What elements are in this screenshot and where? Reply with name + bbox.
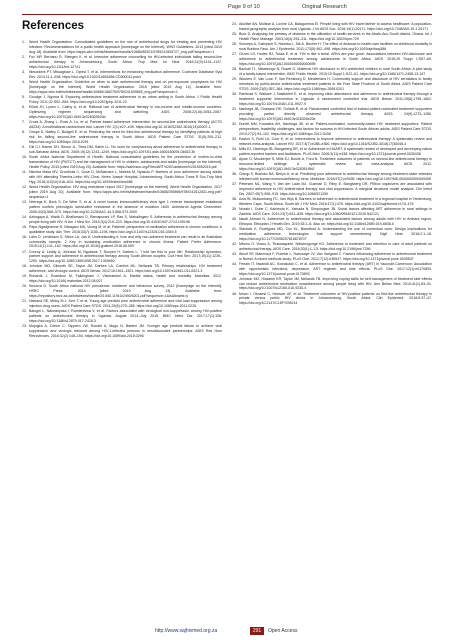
reference-number: 1. [22, 40, 25, 44]
reference-number: 46. [232, 291, 237, 296]
journal-url-link[interactable]: http://www.sajhivmed.org.za [155, 628, 218, 634]
reference-text: Heeregs K, Bock S, De Weer S, et al. A novel human immunodeficiency virus type 1 reverse transcriptase mutational pattern confers phenotypic lamivudine resistance in the absence of mutation 184V. Antimicrob Agents Chemother. 2000;44(3):568–573. https://doi.org/10.1128/AAC.44.3.568-573.2000 [29, 199, 222, 214]
reference-item [232, 122, 432, 137]
page-footer [0, 628, 453, 638]
reference-text: Fox MP, Berhanu R, Steegen K, et al. Intensive adherence counselling for HIV-infected individuals failing second-line antiretroviral therapy in Johannesburg, South Africa. Trop Med Int Heal. 2016;21(9):1131–1137. https://doi.org/10.1111/tmi.12741 [29, 54, 222, 69]
reference-number: 24. [232, 22, 237, 26]
reference-text: Conroy A, Leddy A, Johnson M, Ngubane T, Rooyen H, Darbes L. 'I told her this is your life': Relationship dynamics, partner support and adherence to antiretroviral therapy among South African couples. Cult Heal Sex. 2017;19(11):1239–1253. https://doi.org/10.1080/13691058.2017.1309460 [29, 249, 222, 264]
reference-item [22, 250, 222, 265]
reference-number: 45. [232, 276, 237, 281]
page-header [0, 4, 453, 14]
page-number-label: Page 9 of 10 [228, 4, 260, 10]
reference-number: 32. [232, 121, 237, 126]
header-divider [22, 14, 432, 15]
reference-item [22, 264, 222, 274]
reference-text: Onoya D, Nattey C, Budgell E, et al. Predicting the need for third-line antiretroviral therapy by identifying patients at high risk for failing second-line antiretroviral therapy in South Africa. AIDS Patient Care STDS. 31(5):205–212. https://doi.org/10.1089/apc.2016.0291 [29, 129, 222, 144]
reference-number: 36. [232, 171, 237, 176]
reference-item [232, 77, 432, 92]
reference-item [22, 80, 222, 95]
reference-number: 21. [22, 299, 27, 304]
reference-number: 42. [232, 241, 237, 246]
reference-number: 39. [232, 206, 237, 211]
reference-item [22, 155, 222, 170]
reference-item [22, 55, 222, 70]
reference-text: Gill CJ, Hamer DH, Simon JL, Thea DM, Sabin LL. No room for complacency about adherence to antiretroviral therapy in sub-Saharan Africa. AIDS. 2005;19(12):1243–1249. https://doi.org/10.1097/01.aids.0000180094.04652.3b [29, 144, 222, 154]
reference-text: Bachall TL, Mbawungo N, Ruwel O. Maternal HIV disclosure to HIV-uninfected children in rural South Africa: A pilot study of a family-based intervention. BMC Public Health. 2015;15 Suppl 1:S22–61. https://doi.org/10.1186/1471-2458-13-147 [239, 66, 432, 76]
reference-text: Dunell MM, Kruwatra AH, Nachega JB, et al. Patient-nominated, community-based HIV treatment supporters: Patient perspectives, feasibility, challenges, and factors for success in HIV-infected South African adults. AIDS Patient Care STDS. 2013;27(2):94–102. https://doi.org/10.1089/apc.2012.0438 [239, 121, 432, 136]
reference-item [22, 70, 222, 80]
reference-item [22, 105, 222, 120]
reference-item [22, 130, 222, 145]
reference-item [232, 137, 432, 147]
reference-number: 30. [232, 91, 237, 96]
footer-page-number: 291 [250, 627, 264, 635]
reference-item [22, 225, 222, 235]
references-left-column [22, 40, 222, 339]
reference-number: 10. [22, 154, 27, 159]
reference-item [232, 197, 432, 207]
reference-number: 20. [22, 284, 27, 289]
reference-text: Nieuwkerk PT, Mbuagbaw L, Oprea T, et al. Interventions for enhancing medication adherence. Cochrane Database Syst Rev. 2014;11:1–538. https://doi.org/10.1002/14651858.CD000011.pub4 [29, 69, 222, 79]
reference-text: Easton S, Ruhi LA, Cour K, et al. Interventions to improve adherence to antiretroviral therapy: A systematic review and network meta-analysis. Lancet HIV. 2017;4(7):e288–e300. https://doi.org/10.1016/S2352-3018(17)30048-4 [239, 136, 432, 146]
reference-text: Goudge J, Ngoma B. Exploring antiretroviral treatment adherence in an urban setting in South Africa. J Public Health Policy. 2011;32:S52–S64. https://doi.org/10.1057/jphp.2011.22 [29, 94, 222, 104]
reference-item [22, 145, 222, 155]
reference-item [232, 147, 432, 157]
reference-text: Nsimba Masa MV, Groothuis C, Guse D, McNamara L, Maleka M, Nyasulu P. Barriers of poor adherence among adults with HIV attending Themba Lethu HIV Clinic, Helen Joseph Hospital, Johannesburg, South Africa. Trans R Soc Trop Med Hyg. 2016;110(10):616–624. https://doi.org/10.1093/trstmh/trw066 [29, 169, 222, 184]
reference-text: Nacdi Ahmari N. Adherence to antiretroviral therapy and associated factors among adults with HIV in Amhara region, Ethiopia. Ethiopian J Health Dev. 2019;33:1–6. Also on: https://doi.org/10.1186/s12889-019-6838-0 [239, 216, 432, 226]
reference-text: Johnson MO, Hiraarne ER, Taylor JM, Neilands TB. Improving coping skills for self-management of treatment side effects can reduce antiretroviral medication nonadherence among people living with HIV. Ann Behav Med. 2010;41(1):83–91. https://doi.org/10.1007/s12160-010-9230-4 [239, 276, 432, 291]
reference-text: Chirqp S, Bukinko NA, Beriyo A, et al. Predicting poor adherence to antiretroviral therapy among treatment-naive veterans infected with human immunodeficiency virus. Medicine. 2018;97(2):e9495. https://doi.org/10.1097/MD.0000000000009495 [239, 171, 432, 181]
reference-number: 7. [22, 119, 25, 124]
reference-item [22, 215, 222, 225]
reference-item [22, 170, 222, 185]
reference-item [232, 107, 432, 122]
reference-item [22, 309, 222, 324]
reference-item [232, 172, 432, 182]
reference-text: Elliott JH, Lynen L, Calmy A, et al. Rational use of antiretroviral therapy in low-income and middle-income countries: Optimizing regimen sequencing and switching. AIDS. 2008;22(16):2053–2067. https://doi.org/10.1097/QAD.0b013e328309520d [29, 104, 222, 119]
reference-number: 29. [232, 76, 237, 81]
reference-item [232, 32, 432, 42]
reference-text: Ramtosa S, Wallace J, Naidukhel E, et al. Improving clinic attendance and adherence to antiretroviral therapy through a treatment supporter intervention in Uganda: A randomized controlled trial. AIDS Behav. 2011;15(8):1795–1802. https://doi.org/10.1007/s10461-011-9927-9 [239, 91, 432, 106]
reference-item [232, 207, 432, 217]
reference-item [232, 52, 432, 67]
reference-item [22, 284, 222, 299]
reference-text: Nachega JB, Chaisson RE, Goliath R, et al. Randomized controlled trial of trained patient-nominated treatment supporters providing partial directly observed antiretroviral therapy. AIDS. 24(9):1273–1280. https://doi.org/10.1097/QAD.0b013e328339e20e [239, 106, 432, 121]
reference-item [232, 42, 432, 52]
reference-number: 2. [22, 54, 25, 59]
reference-item [22, 299, 222, 309]
reference-text: Stanistic K, Rodriguez MD, Cox KL, Blandford A. Understanding the use of contextual cues: Design implications for medication adherence technologies that support remembering. Digit Heal. 2016;2:1–18. https://doi.org/10.1177/2055207616678707 [239, 226, 432, 241]
reference-text: Ajose O, Mookerjee S, Mills EJ, Boulle A, Ford N. Treatment outcomes of patients on second-line antiretroviral therapy in resource-limited settings: A systematic review and meta-analysis. AIDS. 2012. https://doi.org/10.1097/QAD.0b013e328351f5b2 [239, 156, 432, 171]
reference-number: 27. [232, 52, 237, 56]
reference-text: South Africa National Department of Health. National consolidated guidelines for the prevention of mother-to-child transmission of HIV (PMTCT) and the management of HIV in children, adolescents and adults [homepage on the Internet]. Health Policy. 2015 [cited 2019 Aug 20]. Available from: https://sahivsoc.org/Files/ART%20Guidelines%2015052015.pdf [29, 154, 222, 169]
reference-text: Schoeps A, Gabrysch S, Niamba L, Sié A, Becher H. The effect of distance to health-care facilities on childhood mortality in rural Burkina Faso. Am J Epidemiol. 2011;173(5):492–498. https://doi.org/10.1093/aje/kwq386 [239, 42, 432, 51]
reference-number: 33. [232, 136, 237, 141]
reference-number: 19. [22, 274, 27, 279]
reference-text: Feeain IT, Nwanidi AC, Kowalczuk C, et al. Adherence to antiretroviral therapy (ART) in Yaoundé-Cameroon: Association with opportunistic infections, depression, ART regimen and side effects. PLoS One. 2017;12(1):e0170893. https://doi.org/10.1371/journal.pone.0170893 [239, 261, 432, 276]
reference-number: 15. [22, 224, 27, 229]
reference-text: Woolf SF, Mahmoud F, Pucefar L, Haruwaye JV, Van Varlgand C. Factors influencing adherence to antiretroviral treatment in Nnewi: A mixed methods study. PLoS One. 2012;7(12):e35547. https://doi.org/10.1371/journal.pone.0035547 [239, 251, 432, 261]
reference-text: Buor D. Analysing the primacy of distance in the utilization of health services in the Ahafo-Ano South district, Ghana. Int J Health Plann Manage. 2003;18(4):293–311. https://doi.org/10.1002/hpm.729 [239, 32, 432, 41]
reference-text: Akullise AN, Mulisse A, Lovine CA, Balagumma EI. People living with HIV travel farther to access healthcare: A population-based geographic analysis from rural Uganda. J Int AIDS Soc. 2016;19(1):20171. https://doi.org/10.7448/IAS.19.1.20171 [239, 22, 432, 31]
reference-number: 31. [232, 106, 237, 111]
reference-number: 6. [22, 104, 25, 109]
reference-item [22, 40, 222, 55]
reference-text: Wouters E, Van Loon F, Van Rensburg D, Meulemans H. Community support and disclosure of HIV serostatus to family members by public-sector antiretroviral treatment patients in the Free State Province of South Africa. AIDS Patient Care STDS. 2009;23(5):357–364. https://doi.org/10.1089/apc.2008.0201 [239, 76, 432, 91]
reference-item [232, 277, 432, 292]
reference-number: 9. [22, 144, 25, 149]
reference-item [232, 252, 432, 262]
references-heading: References [22, 20, 85, 32]
reference-item [232, 217, 432, 227]
reference-number: 16. [22, 234, 27, 239]
reference-number: 17. [22, 249, 27, 254]
reference-number: 35. [232, 156, 237, 161]
reference-text: Mills EJ, Nachega JB, Bangsberg DR, et al. Adherence to HAART: A systematic review of developed and developing nation patient-reported barriers and facilitators. PLoS Med. 2006;3(11):e438. https://doi.org/10.1371/journal.pmed.0030438 [239, 146, 432, 156]
reference-item [22, 95, 222, 105]
reference-item [232, 227, 432, 242]
reference-text: Petersen ML, Wang Y, Van der Laan MJ, Guzman D, Riley E, Bangsberg DR. Pillbox organizers are associated with improved adherence to HIV antiretroviral therapy and viral suppression: A marginal structural model analysis. Clin Infect Dis. 2007;45(7):908–915. https://doi.org/10.1086/521250 [239, 181, 432, 196]
reference-number: 37. [232, 181, 237, 186]
reference-number: 43. [232, 251, 237, 256]
reference-item [22, 185, 222, 200]
reference-text: Smusva D. South Africa national HIV prevalence, incidence and behaviour survey, 2012 [homepage on the Internet]. HSRC Press. 2014 [cited 2019 Aug 14]. Available from: https://repository.hsrc.ac.za/bitstream/handle/20.500.11910/2490/8201.pdf?sequence=1&isAllowed=y [29, 284, 222, 299]
reference-text: Azia IN, Mukumbang FC, Van Wyk B. Barriers to adherence to antiretroviral treatment in a regional hospital in Vredenburg, Western Cape, South Africa. South Afr J HIV Med. 2016;17(1):476. https://doi.org/10.4102/sajhivmed.v17i1.476 [239, 196, 432, 206]
reference-number: 41. [232, 226, 237, 231]
reference-number: 11. [22, 169, 27, 174]
reference-number: 3. [22, 69, 25, 74]
reference-item [232, 157, 432, 172]
reference-number: 28. [232, 66, 237, 71]
reference-item [22, 120, 222, 130]
reference-number: 8. [22, 129, 25, 134]
reference-text: World Health Organization. Guideline on when to start antiretroviral therapy and on pre-exposure prophylaxis for HIV [homepage on the Internet]. World Health Organization. 2015 [cited 2019 Aug 14]. Available from: https://apps.who.int/iris/bitstream/handle/10665/186275/9789241509565_eng.pdf?sequence=1 [29, 79, 222, 94]
reference-number: 14. [22, 214, 27, 219]
reference-number: 18. [22, 264, 27, 269]
reference-text: Lahn D, Lenchiazo S, Steve LA, Jan A. Understanding it, how and why non-adherent treatment can result in an Australian community sample. 2 Key in sustaining medication adherence in chronic illness. Patient Prefer Adherence. 2015;11(1):141–162. https://doi.org/10.1016/j.ypatient.2016.06.009 [29, 234, 222, 249]
reference-item [232, 262, 432, 277]
section-label: Original Research [302, 4, 347, 10]
reference-number: 4. [22, 79, 25, 84]
reference-number: 5. [22, 94, 25, 99]
reference-text: Papo-Ngadjeumne N, Ntangaru MA, Vuong M, et al. Patients' perspective of medication adherence in chronic conditions: A qualitative study. Adv Ther. 2016;33(7):1180–1198. https://doi.org/10.1007/s12325-016-0349-5 [29, 224, 222, 234]
reference-number: 26. [232, 42, 237, 46]
reference-number: 34. [232, 146, 237, 151]
reference-text: World Health Organization. HIV drug resistance report 2017 [homepage on the Internet]. World Health Organization. 2017 [cited 2019 Aug 20]. Available from: https://apps.who.int/iris/bitstream/handle/10665/255896/9789241512831-eng.pdf?sequence=1 [29, 184, 222, 199]
reference-item [22, 274, 222, 284]
reference-item [232, 22, 432, 32]
reference-text: Johnson MO, Dilworth SE, Taylor JM, Darbes LA, Comfort ML, Neilands TB. Primary relationships, HIV treatment adherence, and virologic control. AIDS Behav. 2012;16:1511–1521. https://doi.org/10.1007/s10461-011-0021-3 [29, 264, 222, 274]
reference-text: Azhogaya A, Wadb D, Bhallamani O, Ramapurani LP, Ras S, Mahalingam S. Adherence to antiretroviral therapy among people living with HIV. N Am J Med Sci. 2015;3(4):219–223. https://doi.org/10.4103/1947-2714.109196 [29, 214, 222, 224]
reference-item [232, 182, 432, 197]
reference-text: Nozaki I, Dube C, Kakimoto K, Yamada N, Simpungwe JB. Social factors affecting ART adherence in rural settings in Zambia. AIDS Care. 2011;23(7):831–838. https://doi.org/10.1080/09540121.2010.542121 [239, 206, 432, 216]
reference-item [232, 67, 432, 77]
reference-text: Mbonu O, Vosoo A, Thaswagunle. Nikwinogonge KO. Adherence to treatment and retention to care of adult patients on antiretroviral therapy. AIDS Care. 2018;30(1):1–13. https://doi.org/10.2196/jmir.7256 [239, 241, 432, 251]
reference-item [232, 292, 432, 307]
reference-number: 38. [232, 196, 237, 201]
reference-item [22, 235, 222, 250]
open-access-label: Open Access [268, 628, 298, 634]
reference-number: 12. [22, 184, 27, 189]
reference-text: Cross A, Zhang L, Ross A, Lu, et al. Partner-based adherence intervention for second-line antiretroviral therapy (ACTG A5234): A multinational randomised trial. Lancet HIV. 2(1):e27–e39. https://doi.org/10.1016/S2352-3018(14)00007-1 [29, 119, 222, 129]
reference-item [232, 242, 432, 252]
reference-item [22, 200, 222, 215]
reference-number: 44. [232, 261, 237, 266]
reference-text: Cluver LD, Hodes RJ, Toska E, et al. 'HIV is like a tsotsi. ARVs are your guns': Associations between HIV-disclosure and adherence to antiretroviral treatment among adolescents in South Africa. AIDS. 2015;29 Suppl 1:S57–65. https://doi.org/10.1097/QAD.0000000000000695 [239, 52, 432, 66]
references-right-column [232, 22, 432, 306]
reference-number: 13. [22, 199, 27, 204]
reference-text: Robards J, Evandrou M, Falkingham J, Vlachantoni A. Marital status, health and mortality. Maturitas. 2012. https://doi.org/10.1016/j.maturitas.2012.08.007 [29, 274, 222, 284]
reference-item [232, 92, 432, 107]
reference-text: Haeland SE, Milloy M-J, Kerr T, et al. Young age predicts poor antiretroviral adherence and viral load suppression among injection drug users. AIDS Patient Care STDS. 2011;25(5):279–285. https://doi.org/10.1089/apc.2011.0226 [29, 299, 222, 309]
reference-number: 23. [22, 324, 27, 329]
reference-item [22, 324, 222, 339]
reference-number: 22. [22, 309, 27, 314]
reference-text: Mowo I, Okosesi C, Heescer AF, et al. Treatment outcomes of HIV-positive patients on first-line antiretroviral therapy in private versus public HIV clinics in Johannesburg, South Africa. Clin Epidemiol. 2018;8:37–47. https://doi.org/10.2147/CLEP.S93014 [239, 291, 432, 306]
reference-number: 40. [232, 216, 237, 221]
reference-text: Mujugira A, Celum C, Tappero JW, Ronald A, Mugo N, Baeten JM. Younger age predicts failure to achieve viral suppression and virologic rebound among HIV-1-infected persons in serodiscordant partnerships. AIDS Res Hum Retroviruses. 2016;32(2):148–154. https://doi.org/10.1089/aid.2015.0296 [29, 324, 222, 339]
reference-text: World Health Organization. Consolidated guidelines on the use of antiretroviral drugs for treating and preventing HIV infection: Recommendations for a public health approach [homepage on the Internet]. WHO Guidelines. 2013 [cited 2019 Aug 18]. Available from: https://apps.who.int/iris/bitstream/handle/10665/85321/9789241505727_eng.pdf?sequence=1 [29, 40, 222, 54]
reference-text: Balogei L, Naimanyosa I, Rumlentvwa V, et al. Factors associated with virological non-suppression among HIV-positive patients on antiretroviral therapy in Uganda, August 2014–July 2015. BMC Infect Dis. 2017;17(1):326. https://doi.org/10.1186/s12879-017-2428-3 [29, 309, 222, 324]
reference-number: 25. [232, 32, 237, 36]
